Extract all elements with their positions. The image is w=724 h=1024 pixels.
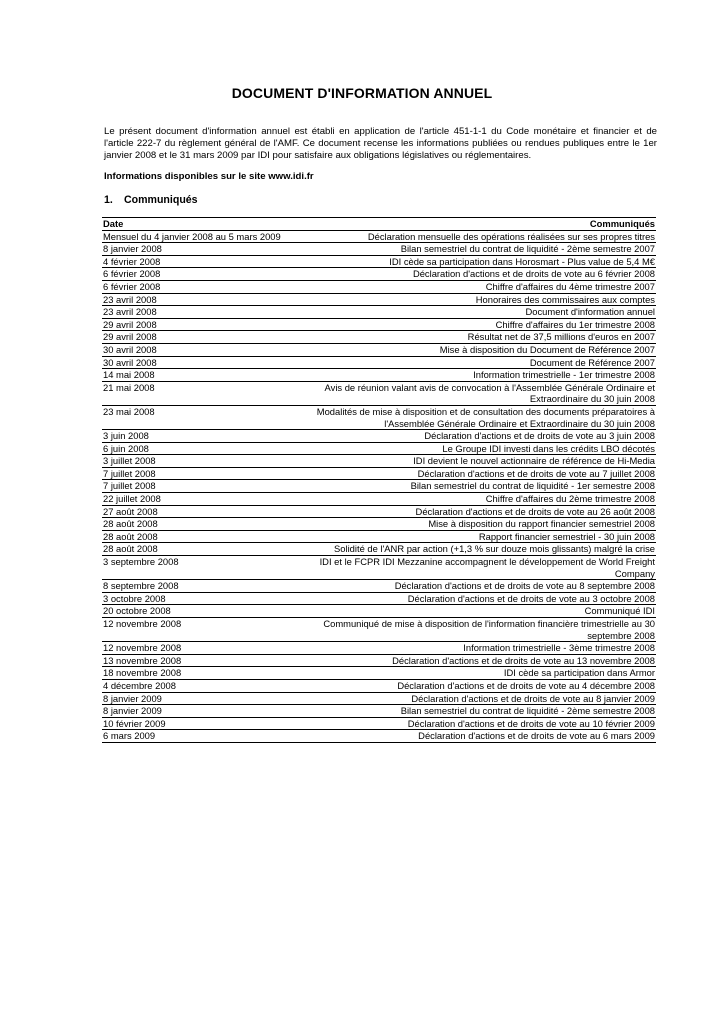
row-date: 18 novembre 2008 bbox=[102, 667, 304, 680]
table-row bbox=[102, 480, 656, 493]
row-communique: IDI devient le nouvel actionnaire de référence de Hi-Media bbox=[304, 455, 656, 468]
row-date: 10 février 2009 bbox=[102, 717, 304, 730]
document-title: DOCUMENT D'INFORMATION ANNUEL bbox=[231, 85, 493, 101]
row-date: 23 avril 2008 bbox=[102, 293, 304, 306]
row-communique: Chiffre d'affaires du 1er trimestre 2008 bbox=[304, 318, 656, 331]
table-row bbox=[102, 293, 656, 306]
table-row bbox=[102, 679, 656, 692]
table-row bbox=[102, 442, 656, 455]
table-row bbox=[102, 618, 656, 642]
table-row bbox=[102, 556, 656, 580]
row-communique: Chiffre d'affaires du 2ème trimestre 2008 bbox=[304, 493, 656, 506]
row-communique: Honoraires des commissaires aux comptes bbox=[304, 293, 656, 306]
table-row bbox=[102, 230, 656, 243]
row-date: 20 octobre 2008 bbox=[102, 605, 304, 618]
table-row bbox=[102, 318, 656, 331]
table-row bbox=[102, 381, 656, 405]
row-date: 27 août 2008 bbox=[102, 505, 304, 518]
table-row bbox=[102, 717, 656, 730]
table-row bbox=[102, 605, 656, 618]
row-communique: Déclaration d'actions et de droits de vote au 3 octobre 2008 bbox=[304, 592, 656, 605]
table-row bbox=[102, 730, 656, 743]
row-communique: Avis de réunion valant avis de convocation à l'Assemblée Générale Ordinaire et Extraordinaire du 30 juin 2008 bbox=[304, 381, 656, 405]
row-date: 7 juillet 2008 bbox=[102, 467, 304, 480]
row-date: 21 mai 2008 bbox=[102, 381, 304, 405]
row-communique: Déclaration d'actions et de droits de vote au 13 novembre 2008 bbox=[304, 654, 656, 667]
row-date: 22 juillet 2008 bbox=[102, 493, 304, 506]
row-communique: Mise à disposition du Document de Référence 2007 bbox=[304, 343, 656, 356]
table-row bbox=[102, 369, 656, 382]
table-row bbox=[102, 543, 656, 556]
row-date: 3 octobre 2008 bbox=[102, 592, 304, 605]
row-communique: Bilan semestriel du contrat de liquidité - 2ème semestre 2007 bbox=[304, 243, 656, 256]
table-row bbox=[102, 343, 656, 356]
row-date: 4 février 2008 bbox=[102, 255, 304, 268]
table-row bbox=[102, 505, 656, 518]
row-communique: Déclaration d'actions et de droits de vote au 6 février 2008 bbox=[304, 268, 656, 281]
table-body bbox=[102, 230, 656, 742]
table-row bbox=[102, 667, 656, 680]
row-communique: Bilan semestriel du contrat de liquidité - 1er semestre 2008 bbox=[304, 480, 656, 493]
website-line: Informations disponibles sur le site www.idi.fr bbox=[104, 171, 314, 182]
row-communique: Communiqué de mise à disposition de l'information financière trimestrielle au 30 septembre 2008 bbox=[304, 618, 656, 642]
row-date: 14 mai 2008 bbox=[102, 369, 304, 382]
row-date: 29 avril 2008 bbox=[102, 318, 304, 331]
table-row bbox=[102, 306, 656, 319]
row-date: 23 mai 2008 bbox=[102, 405, 304, 429]
row-communique: Mise à disposition du rapport financier semestriel 2008 bbox=[304, 518, 656, 531]
row-date: 4 décembre 2008 bbox=[102, 679, 304, 692]
row-date: 3 juillet 2008 bbox=[102, 455, 304, 468]
communiques-table bbox=[102, 217, 656, 743]
row-date: 13 novembre 2008 bbox=[102, 654, 304, 667]
table-row bbox=[102, 356, 656, 369]
section-title: Communiqués bbox=[124, 194, 198, 206]
row-date: 23 avril 2008 bbox=[102, 306, 304, 319]
row-date: 28 août 2008 bbox=[102, 518, 304, 531]
row-date: 3 septembre 2008 bbox=[102, 556, 304, 580]
table-row bbox=[102, 243, 656, 256]
row-date: 29 avril 2008 bbox=[102, 331, 304, 344]
header-communiques: Communiqués bbox=[304, 218, 656, 231]
table-row bbox=[102, 592, 656, 605]
row-communique: Déclaration mensuelle des opérations réalisées sur ses propres titres bbox=[304, 230, 656, 243]
row-communique: Déclaration d'actions et de droits de vote au 7 juillet 2008 bbox=[304, 467, 656, 480]
row-communique: Document d'information annuel bbox=[304, 306, 656, 319]
table-row bbox=[102, 331, 656, 344]
table-row bbox=[102, 430, 656, 443]
row-communique: Communiqué IDI bbox=[304, 605, 656, 618]
row-date: 6 février 2008 bbox=[102, 268, 304, 281]
row-date: 28 août 2008 bbox=[102, 530, 304, 543]
table-row bbox=[102, 280, 656, 293]
row-date: 8 janvier 2009 bbox=[102, 705, 304, 718]
row-date: 28 août 2008 bbox=[102, 543, 304, 556]
table-row bbox=[102, 530, 656, 543]
row-communique: Modalités de mise à disposition et de consultation des documents préparatoires à l'Assemblée Générale Ordinaire et Extraordinaire du 30 juin 2008 bbox=[304, 405, 656, 429]
table-row bbox=[102, 455, 656, 468]
row-date: 8 janvier 2009 bbox=[102, 692, 304, 705]
row-date: 12 novembre 2008 bbox=[102, 618, 304, 642]
section-number: 1. bbox=[104, 194, 113, 206]
row-communique: Déclaration d'actions et de droits de vote au 26 août 2008 bbox=[304, 505, 656, 518]
row-communique: IDI cède sa participation dans Horosmart - Plus value de 5,4 M€ bbox=[304, 255, 656, 268]
intro-paragraph: Le présent document d'information annuel est établi en application de l'article 451-1-1 du Code monétaire et financier et de l'article 222-7 du règlement général de l'AMF. Ce document recense les informations publiées ou rendues publiques entre le 1er janvier 2008 et le 31 mars 2009 par IDI pour satisfaire aux obligations législatives ou réglementaires. bbox=[104, 126, 657, 161]
row-communique: Document de Référence 2007 bbox=[304, 356, 656, 369]
row-communique: Déclaration d'actions et de droits de vote au 4 décembre 2008 bbox=[304, 679, 656, 692]
row-communique: Déclaration d'actions et de droits de vote au 3 juin 2008 bbox=[304, 430, 656, 443]
row-communique: Déclaration d'actions et de droits de vote au 10 février 2009 bbox=[304, 717, 656, 730]
header-date: Date bbox=[102, 218, 304, 231]
table-row bbox=[102, 255, 656, 268]
row-communique: Déclaration d'actions et de droits de vote au 8 septembre 2008 bbox=[304, 580, 656, 593]
row-date: 3 juin 2008 bbox=[102, 430, 304, 443]
section-heading bbox=[104, 194, 198, 206]
row-communique: Le Groupe IDI investi dans les crédits LBO décotés bbox=[304, 442, 656, 455]
row-date: Mensuel du 4 janvier 2008 au 5 mars 2009 bbox=[102, 230, 304, 243]
table-row bbox=[102, 705, 656, 718]
table-row bbox=[102, 467, 656, 480]
table-row bbox=[102, 268, 656, 281]
row-communique: Bilan semestriel du contrat de liquidité - 2ème semestre 2008 bbox=[304, 705, 656, 718]
row-communique: Chiffre d'affaires du 4ème trimestre 2007 bbox=[304, 280, 656, 293]
table-row bbox=[102, 692, 656, 705]
row-date: 30 avril 2008 bbox=[102, 343, 304, 356]
row-communique: Déclaration d'actions et de droits de vote au 8 janvier 2009 bbox=[304, 692, 656, 705]
row-communique: Déclaration d'actions et de droits de vote au 6 mars 2009 bbox=[304, 730, 656, 743]
row-communique: IDI cède sa participation dans Armor bbox=[304, 667, 656, 680]
row-date: 7 juillet 2008 bbox=[102, 480, 304, 493]
row-date: 12 novembre 2008 bbox=[102, 642, 304, 655]
row-date: 6 mars 2009 bbox=[102, 730, 304, 743]
table-row bbox=[102, 654, 656, 667]
row-date: 6 février 2008 bbox=[102, 280, 304, 293]
row-communique: Information trimestrielle - 3ème trimestre 2008 bbox=[304, 642, 656, 655]
row-communique: Information trimestrielle - 1er trimestre 2008 bbox=[304, 369, 656, 382]
row-communique: Rapport financier semestriel - 30 juin 2008 bbox=[304, 530, 656, 543]
row-date: 6 juin 2008 bbox=[102, 442, 304, 455]
row-communique: Solidité de l'ANR par action (+1,3 % sur douze mois glissants) malgré la crise bbox=[304, 543, 656, 556]
table-row bbox=[102, 580, 656, 593]
row-date: 8 janvier 2008 bbox=[102, 243, 304, 256]
row-communique: Résultat net de 37,5 millions d'euros en 2007 bbox=[304, 331, 656, 344]
table-row bbox=[102, 642, 656, 655]
table-header-row bbox=[102, 218, 656, 231]
row-communique: IDI et le FCPR IDI Mezzanine accompagnent le développement de World Freight Company bbox=[304, 556, 656, 580]
table-row bbox=[102, 518, 656, 531]
row-date: 30 avril 2008 bbox=[102, 356, 304, 369]
table-row bbox=[102, 405, 656, 429]
table-row bbox=[102, 493, 656, 506]
row-date: 8 septembre 2008 bbox=[102, 580, 304, 593]
